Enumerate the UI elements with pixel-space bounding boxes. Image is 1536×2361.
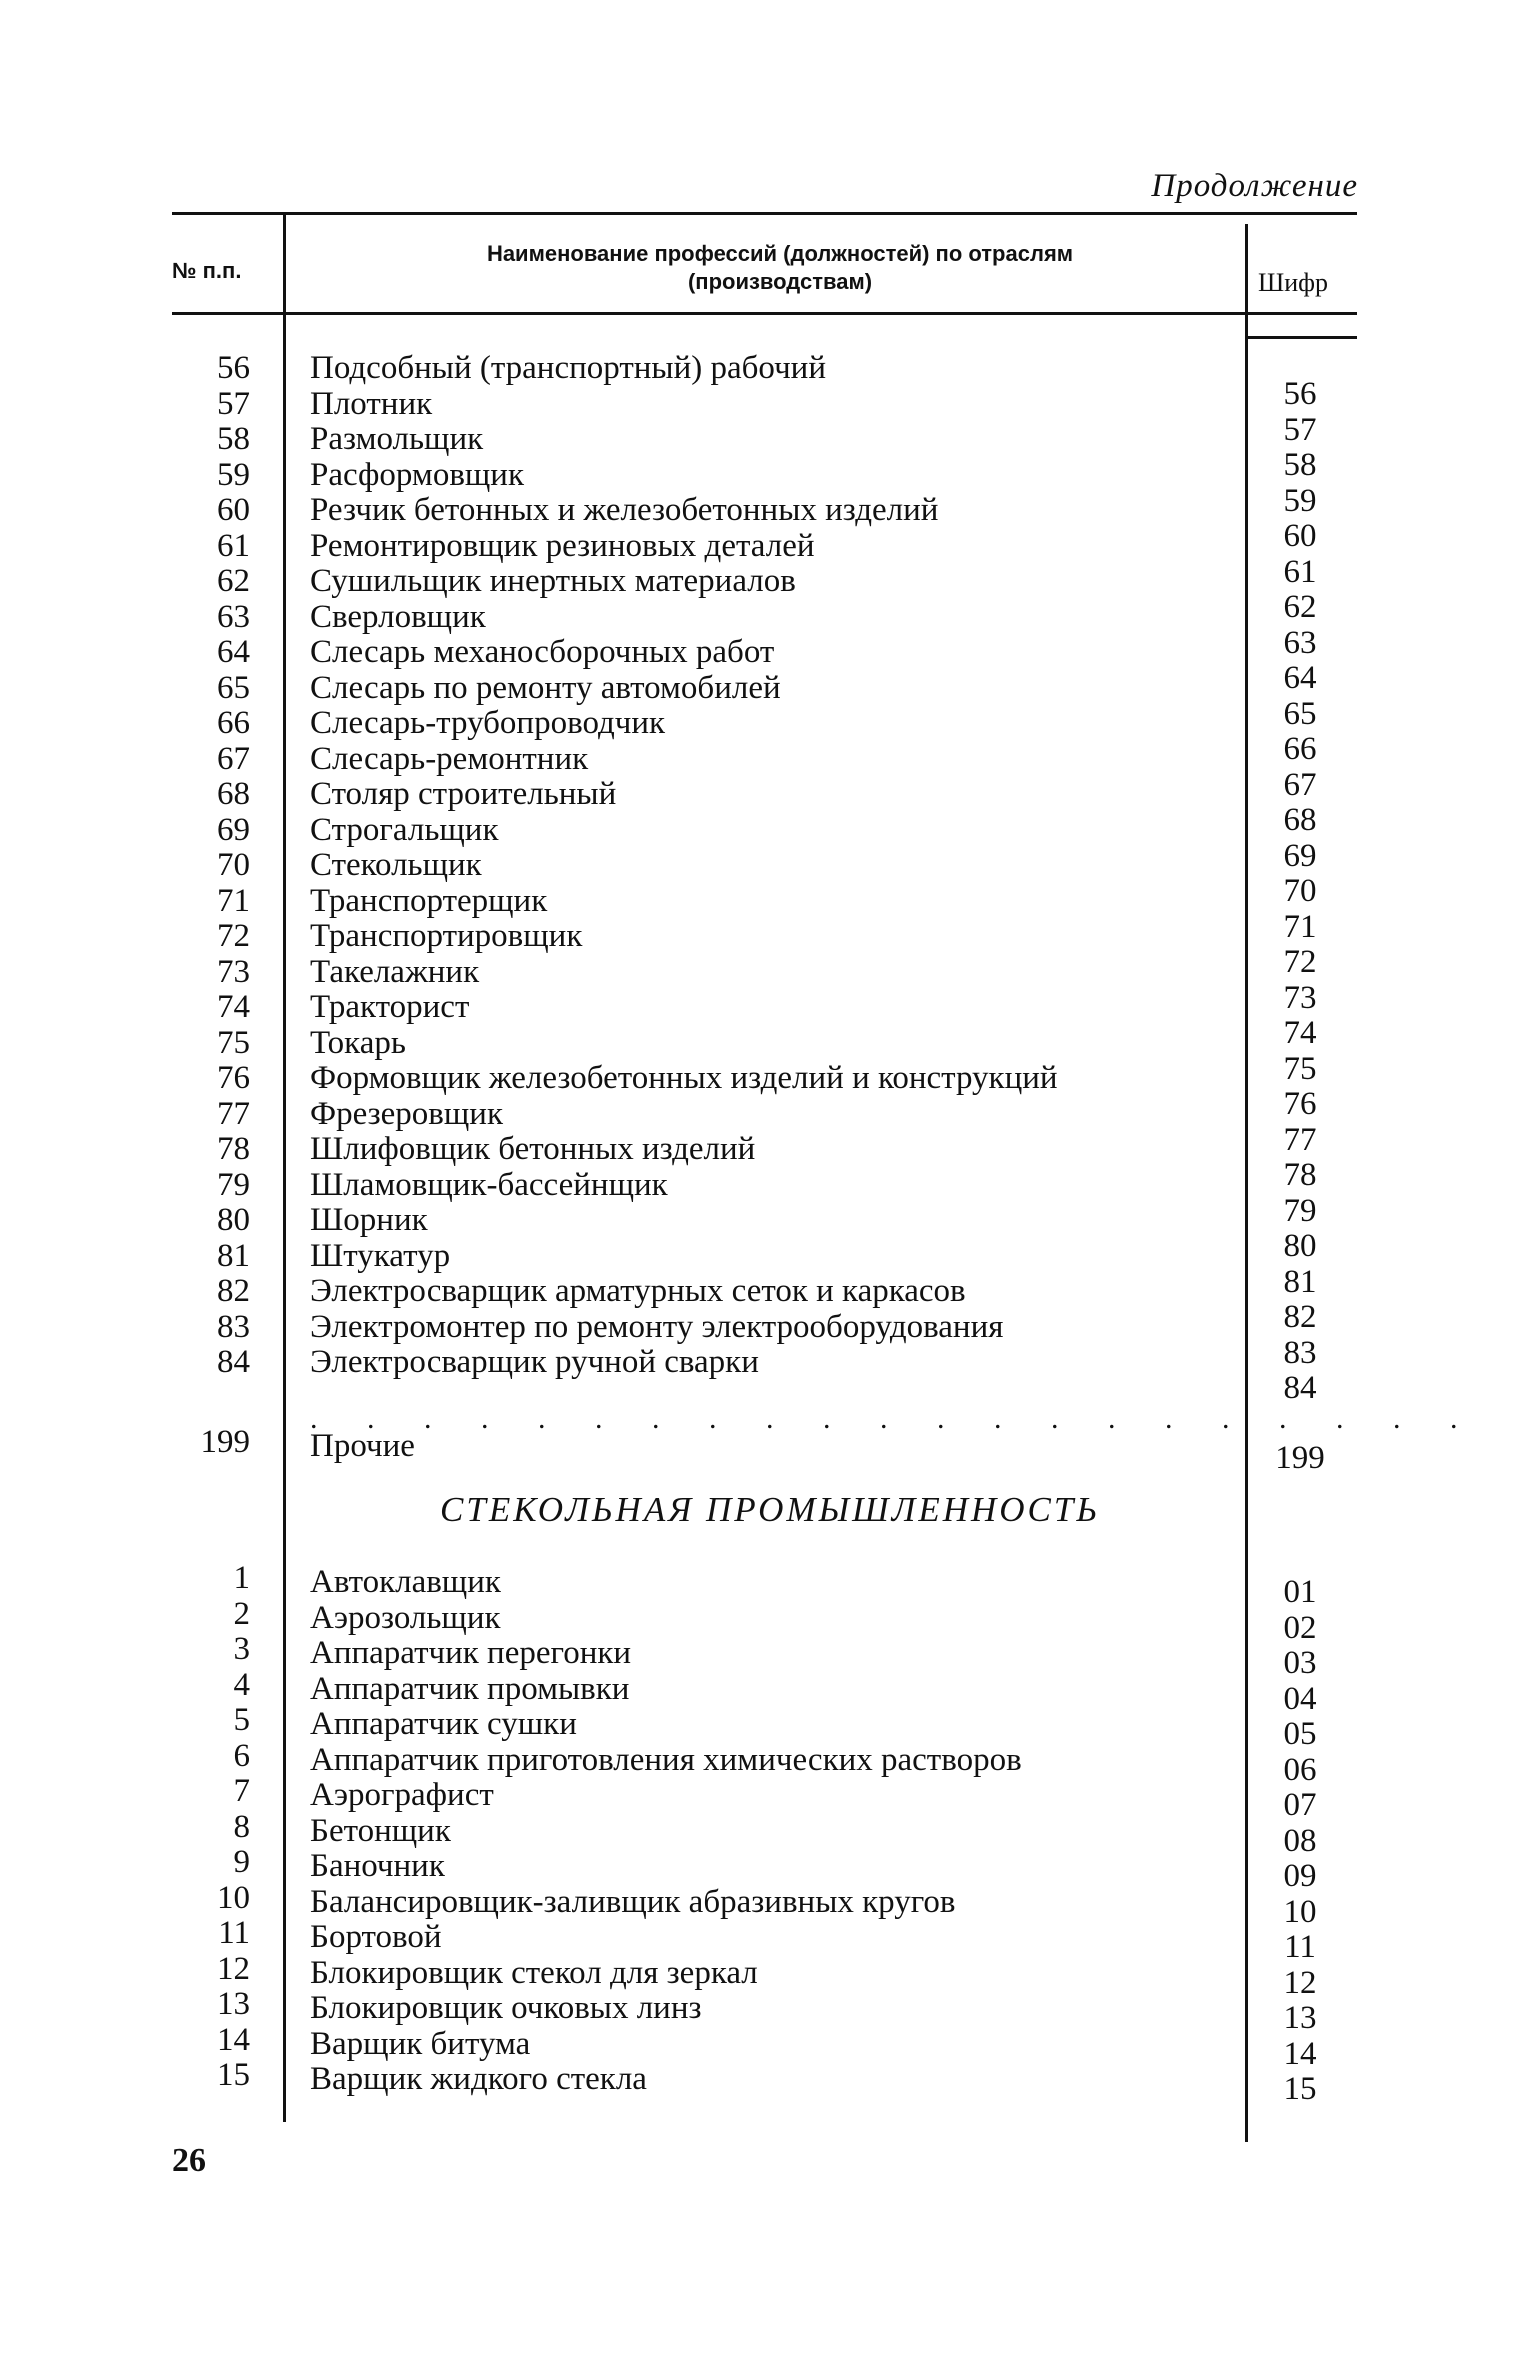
table-cell-name: Штукатур — [310, 1237, 451, 1274]
table-cell-n: 15 — [217, 2057, 250, 2093]
table-cell-name: Автоклавщик — [310, 1564, 501, 1600]
table-cell-n: 62 — [217, 563, 250, 599]
table-cell-n: 78 — [217, 1131, 250, 1167]
header-code: Шифр — [1258, 268, 1328, 297]
table-cell-code: 83 — [1283, 1334, 1317, 1371]
table-cell-n: 61 — [217, 527, 250, 564]
table-cell-code: 79 — [1283, 1192, 1317, 1229]
table-cell-n: 67 — [217, 740, 250, 777]
table-header-rule — [172, 312, 1357, 315]
table-cell-code: 70 — [1283, 873, 1317, 909]
table-cell-name: Фрезеровщик — [310, 1095, 503, 1132]
table-cell-name: Электросварщик ручной сварки — [310, 1344, 759, 1380]
table-cell-code: 04 — [1283, 1680, 1317, 1717]
table-cell-name: Шорник — [310, 1202, 428, 1238]
table-cell-name: Аппаратчик промывки — [310, 1670, 630, 1707]
table-cell-code: 12 — [1283, 1964, 1317, 2001]
table-cell-name: Блокировщик стекол для зеркал — [310, 1954, 758, 1991]
table-cell-code: 64 — [1283, 660, 1317, 696]
table-cell-name: Столяр строительный — [310, 776, 617, 812]
table-cell-name: Слесарь по ремонту автомобилей — [310, 669, 781, 706]
table-cell-code: 14 — [1283, 2035, 1317, 2072]
table-cell-code: 56 — [1283, 376, 1317, 412]
table-cell-n: 8 — [233, 1808, 250, 1845]
table-cell-n: 71 — [217, 882, 250, 919]
table-cell-code: 59 — [1283, 482, 1317, 519]
table-cell-n: 57 — [217, 385, 250, 422]
table-cell-n: 77 — [217, 1095, 250, 1132]
table-cell-n: 75 — [217, 1024, 250, 1061]
table-cell-n: 69 — [217, 811, 250, 848]
table-cell-code: 15 — [1283, 2071, 1317, 2107]
table-cell-name: Расформовщик — [310, 456, 525, 493]
table-cell-name: Слесарь-трубопроводчик — [310, 705, 666, 741]
table-cell-name: Слесарь механосборочных работ — [310, 634, 775, 670]
column-divider-left — [283, 214, 286, 2122]
table-cell-n: 4 — [233, 1666, 250, 1703]
table-cell-code: 63 — [1283, 624, 1317, 661]
table-cell-n: 81 — [217, 1237, 250, 1274]
table-cell-name: Шлифовщик бетонных изделий — [310, 1131, 756, 1167]
table-cell-code: 57 — [1283, 411, 1317, 448]
table-cell-name: Электросварщик арматурных сеток и каркасов — [310, 1273, 966, 1309]
table-cell-name: Аэрографист — [310, 1777, 494, 1813]
table-cell-code: 71 — [1283, 908, 1317, 945]
table-cell-name: Бортовой — [310, 1919, 442, 1955]
table-top-rule — [172, 212, 1357, 215]
table-cell-name: Балансировщик-заливщик абразивных кругов — [310, 1883, 956, 1920]
table-cell-code: 02 — [1283, 1609, 1317, 1646]
table-cell-n: 6 — [233, 1737, 250, 1774]
table-cell-n: 63 — [217, 598, 250, 635]
table-cell-code: 78 — [1283, 1157, 1317, 1193]
table-cell-code: 08 — [1283, 1822, 1317, 1859]
table-cell-code: 75 — [1283, 1050, 1317, 1087]
header-name-line2: (производствам) — [687, 269, 873, 294]
other-num: 199 — [200, 1424, 250, 1460]
table-cell-name: Сверловщик — [310, 598, 486, 635]
dot-leader: . . . . . . . . . . . . . . . . . . . . . — [310, 1402, 1479, 1435]
table-cell-code: 84 — [1283, 1370, 1317, 1406]
continuation-label: Продолжение — [1151, 168, 1358, 204]
table-cell-code: 07 — [1283, 1787, 1317, 1823]
table-cell-name: Ремонтировщик резиновых деталей — [310, 527, 815, 564]
table-cell-name: Формовщик железобетонных изделий и конструкций — [310, 1060, 1058, 1096]
table-cell-code: 80 — [1283, 1228, 1317, 1264]
table-cell-name: Блокировщик очковых линз — [310, 1990, 702, 2026]
column-divider-right — [1245, 224, 1248, 2142]
table-cell-code: 10 — [1283, 1893, 1317, 1930]
table-cell-code: 76 — [1283, 1086, 1317, 1122]
table-cell-n: 1 — [233, 1560, 250, 1596]
table-cell-n: 64 — [217, 634, 250, 670]
table-cell-code: 62 — [1283, 589, 1317, 625]
table-cell-name: Сушильщик инертных материалов — [310, 563, 796, 599]
table-cell-code: 77 — [1283, 1121, 1317, 1158]
table-cell-name: Транспортерщик — [310, 882, 548, 919]
table-cell-n: 3 — [233, 1631, 250, 1667]
table-cell-code: 03 — [1283, 1645, 1317, 1681]
table-cell-n: 84 — [217, 1344, 250, 1380]
table-cell-n: 12 — [217, 1950, 250, 1987]
table-cell-n: 60 — [217, 492, 250, 528]
table-cell-code: 65 — [1283, 695, 1317, 732]
table-cell-name: Размольщик — [310, 421, 484, 457]
table-cell-n: 7 — [233, 1773, 250, 1809]
table-cell-n: 2 — [233, 1595, 250, 1632]
table-cell-code: 69 — [1283, 837, 1317, 874]
table-cell-name: Тракторист — [310, 989, 470, 1025]
header-name — [370, 240, 1190, 296]
other-name: Прочие — [310, 1428, 415, 1464]
table-cell-n: 83 — [217, 1308, 250, 1345]
table-cell-n: 70 — [217, 847, 250, 883]
section-title: СТЕКОЛЬНАЯ ПРОМЫШЛЕННОСТЬ — [440, 1490, 1100, 1529]
table-cell-name: Транспортировщик — [310, 918, 583, 954]
table-cell-code: 73 — [1283, 979, 1317, 1016]
table-cell-name: Резчик бетонных и железобетонных изделий — [310, 492, 939, 528]
table-cell-name: Токарь — [310, 1024, 406, 1061]
table-cell-name: Аппаратчик приготовления химических растворов — [310, 1741, 1022, 1778]
table-cell-code: 66 — [1283, 731, 1317, 767]
table-cell-name: Шламовщик-бассейнщик — [310, 1166, 668, 1203]
table-cell-n: 79 — [217, 1166, 250, 1203]
table-cell-n: 74 — [217, 989, 250, 1025]
header-num: № п.п. — [172, 258, 242, 283]
table-cell-name: Варщик жидкого стекла — [310, 2061, 647, 2097]
table-cell-n: 80 — [217, 1202, 250, 1238]
table-cell-name: Бетонщик — [310, 1812, 451, 1849]
table-cell-n: 56 — [217, 350, 250, 386]
table-cell-name: Слесарь-ремонтник — [310, 740, 589, 777]
table-cell-name: Аппаратчик перегонки — [310, 1635, 632, 1671]
header-name-line1: Наименование профессий (должностей) по отраслям — [486, 241, 1074, 266]
table-cell-code: 11 — [1284, 1929, 1316, 1965]
table-cell-n: 72 — [217, 918, 250, 954]
table-cell-name: Аэрозольщик — [310, 1599, 501, 1636]
table-cell-name: Электромонтер по ремонту электрооборудования — [310, 1308, 1004, 1345]
table-cell-n: 14 — [217, 2021, 250, 2058]
table-cell-n: 11 — [218, 1915, 250, 1951]
table-cell-n: 66 — [217, 705, 250, 741]
table-cell-code: 06 — [1283, 1751, 1317, 1788]
table-cell-name: Варщик битума — [310, 2025, 531, 2062]
table-cell-name: Баночник — [310, 1848, 445, 1884]
table-cell-code: 82 — [1283, 1299, 1317, 1335]
table-cell-name: Аппаратчик сушки — [310, 1706, 577, 1742]
table-cell-name: Стекольщик — [310, 847, 482, 883]
table-cell-code: 72 — [1283, 944, 1317, 980]
table-cell-code: 13 — [1283, 2000, 1317, 2036]
table-cell-n: 82 — [217, 1273, 250, 1309]
page-number: 26 — [172, 2142, 206, 2179]
table-cell-n: 73 — [217, 953, 250, 990]
other-code: 199 — [1275, 1440, 1325, 1476]
table-cell-code: 05 — [1283, 1716, 1317, 1752]
table-cell-code: 61 — [1283, 553, 1317, 590]
table-cell-code: 09 — [1283, 1858, 1317, 1894]
table-cell-n: 59 — [217, 456, 250, 493]
table-cell-code: 01 — [1283, 1574, 1317, 1610]
table-cell-n: 10 — [217, 1879, 250, 1916]
table-cell-code: 68 — [1283, 802, 1317, 838]
table-cell-code: 74 — [1283, 1015, 1317, 1051]
table-cell-name: Плотник — [310, 385, 433, 422]
table-cell-n: 65 — [217, 669, 250, 706]
table-cell-code: 60 — [1283, 518, 1317, 554]
table-header-rule-right — [1245, 336, 1357, 339]
table-cell-code: 67 — [1283, 766, 1317, 803]
table-cell-n: 58 — [217, 421, 250, 457]
table-cell-n: 76 — [217, 1060, 250, 1096]
table-cell-name: Подсобный (транспортный) рабочий — [310, 350, 826, 386]
table-cell-name: Строгальщик — [310, 811, 499, 848]
table-cell-n: 68 — [217, 776, 250, 812]
table-cell-code: 58 — [1283, 447, 1317, 483]
table-cell-n: 13 — [217, 1986, 250, 2022]
table-cell-n: 9 — [233, 1844, 250, 1880]
table-cell-n: 5 — [233, 1702, 250, 1738]
table-cell-code: 81 — [1283, 1263, 1317, 1300]
table-cell-name: Такелажник — [310, 953, 480, 990]
